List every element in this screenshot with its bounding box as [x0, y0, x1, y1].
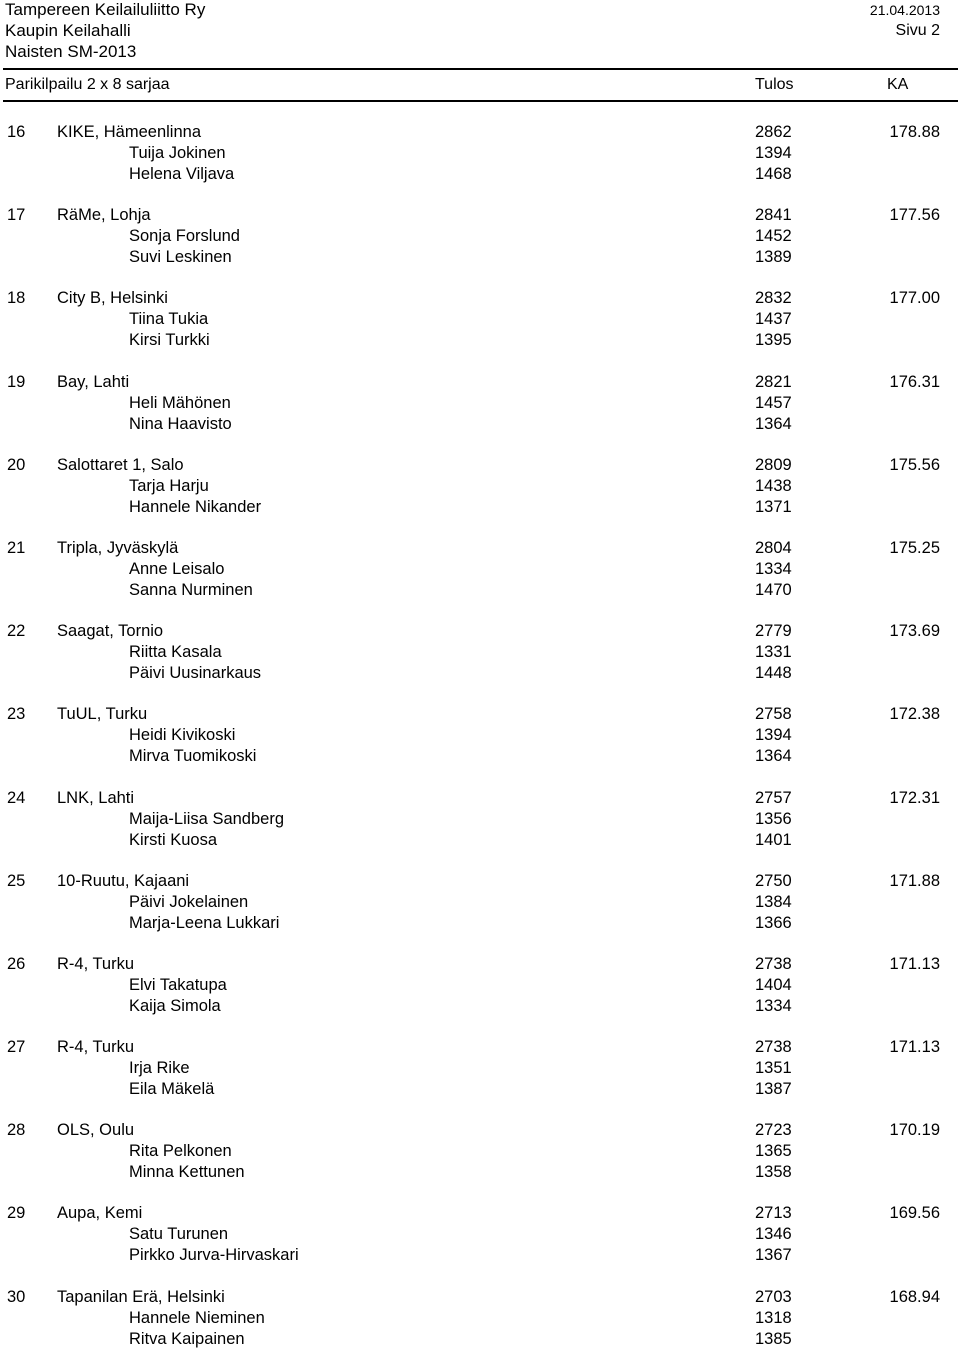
team-entry	[0, 871, 960, 954]
team-rank: 18	[7, 289, 26, 308]
team-name: Tripla, Jyväskylä	[57, 538, 179, 557]
player-name: Riitta Kasala	[129, 643, 222, 662]
player-score: 1334	[755, 559, 792, 578]
player-name: Helena Viljava	[129, 165, 235, 183]
team-entry	[0, 205, 960, 288]
player-name: Suvi Leskinen	[129, 248, 232, 267]
team-average: 175.25	[889, 538, 940, 557]
team-score: 2750	[755, 871, 792, 890]
team-row	[0, 788, 960, 809]
team-entry	[0, 788, 960, 871]
player-name: Mirva Tuomikoski	[129, 747, 257, 766]
team-rank: 25	[7, 871, 26, 890]
team-score: 2703	[755, 1287, 792, 1306]
player-score: 1437	[755, 310, 792, 329]
team-rank: 30	[7, 1287, 26, 1306]
player-name: Marja-Leena Lukkari	[129, 913, 280, 932]
team-score: 2757	[755, 788, 792, 807]
player-name: Sanna Nurminen	[129, 580, 253, 599]
player-name: Heidi Kivikoski	[129, 726, 236, 745]
team-name: OLS, Oulu	[57, 1121, 135, 1140]
player-row	[0, 1162, 960, 1183]
player-score: 1371	[755, 497, 792, 516]
player-row	[0, 580, 960, 601]
team-average: 177.56	[889, 206, 940, 225]
team-score: 2779	[755, 622, 792, 641]
team-average: 175.56	[889, 455, 940, 474]
team-name: Tapanilan Erä, Helsinki	[57, 1287, 225, 1306]
team-average: 169.56	[889, 1204, 940, 1223]
player-row	[0, 975, 960, 996]
player-score: 1318	[755, 1308, 792, 1327]
player-score: 1331	[755, 643, 792, 662]
team-rank: 20	[7, 455, 26, 474]
player-name: Irja Rike	[129, 1059, 190, 1078]
team-entry	[0, 455, 960, 538]
team-row	[0, 1203, 960, 1224]
player-name: Elvi Takatupa	[129, 975, 227, 994]
team-name: Bay, Lahti	[57, 372, 130, 391]
player-name: Tuija Jokinen	[129, 144, 226, 162]
team-average: 171.88	[889, 871, 940, 890]
results-list	[0, 122, 960, 1370]
player-row	[0, 1308, 960, 1329]
team-rank: 26	[7, 954, 26, 973]
player-score: 1334	[755, 996, 792, 1015]
player-name: Maija-Liisa Sandberg	[129, 809, 285, 828]
team-score: 2862	[755, 123, 792, 141]
team-name: RäMe, Lohja	[57, 206, 151, 225]
player-row	[0, 725, 960, 746]
player-score: 1366	[755, 913, 792, 932]
team-name: R-4, Turku	[57, 954, 135, 973]
team-row	[0, 704, 960, 725]
player-name: Eila Mäkelä	[129, 1080, 215, 1099]
player-row	[0, 330, 960, 351]
report-date: 21.04.2013	[869, 2, 940, 18]
team-entry	[0, 954, 960, 1037]
team-entry	[0, 538, 960, 621]
player-row	[0, 414, 960, 435]
team-entry	[0, 1120, 960, 1203]
player-score: 1468	[755, 165, 792, 183]
player-score: 1470	[755, 580, 792, 599]
player-row	[0, 1058, 960, 1079]
player-score: 1457	[755, 393, 792, 412]
team-score: 2723	[755, 1121, 792, 1140]
player-row	[0, 309, 960, 330]
team-rank: 16	[7, 123, 26, 141]
player-name: Kaija Simola	[129, 996, 221, 1015]
player-score: 1404	[755, 975, 792, 994]
team-rank: 22	[7, 622, 26, 641]
team-name: City B, Helsinki	[57, 289, 168, 308]
team-rank: 28	[7, 1121, 26, 1140]
team-average: 170.19	[889, 1121, 940, 1140]
team-score: 2738	[755, 1038, 792, 1057]
team-score: 2804	[755, 538, 792, 557]
player-name: Satu Turunen	[129, 1225, 229, 1244]
player-row	[0, 559, 960, 580]
player-row	[0, 164, 960, 185]
player-row	[0, 1329, 960, 1350]
player-score: 1385	[755, 1329, 792, 1348]
player-score: 1365	[755, 1142, 792, 1161]
player-score: 1395	[755, 331, 792, 350]
team-average: 171.13	[889, 954, 940, 973]
player-name: Päivi Uusinarkaus	[129, 664, 262, 683]
team-average: 168.94	[889, 1287, 940, 1306]
team-score: 2738	[755, 954, 792, 973]
player-row	[0, 1245, 960, 1266]
team-name: LNK, Lahti	[57, 788, 135, 807]
player-row	[0, 226, 960, 247]
team-rank: 27	[7, 1038, 26, 1057]
team-entry	[0, 621, 960, 704]
player-row	[0, 642, 960, 663]
venue-name: Kaupin Keilahalli	[5, 21, 131, 40]
team-rank: 23	[7, 705, 26, 724]
player-score: 1364	[755, 414, 792, 433]
player-score: 1358	[755, 1163, 792, 1182]
team-row	[0, 455, 960, 476]
organization-name: Tampereen Keilailuliitto Ry	[5, 0, 206, 19]
team-entry	[0, 122, 960, 205]
player-row	[0, 1079, 960, 1100]
player-score: 1389	[755, 248, 792, 267]
team-name: Aupa, Kemi	[57, 1204, 143, 1223]
team-row	[0, 1120, 960, 1141]
team-rank: 17	[7, 206, 26, 225]
team-row	[0, 205, 960, 226]
team-score: 2821	[755, 372, 792, 391]
player-name: Ritva Kaipainen	[129, 1329, 245, 1348]
player-name: Pirkko Jurva-Hirvaskari	[129, 1246, 299, 1265]
team-row	[0, 288, 960, 309]
page-number: Sivu 2	[895, 22, 940, 39]
team-row	[0, 1287, 960, 1308]
team-entry	[0, 704, 960, 787]
team-rank: 24	[7, 788, 26, 807]
player-row	[0, 996, 960, 1017]
player-row	[0, 497, 960, 518]
event-name: Naisten SM-2013	[5, 42, 137, 61]
team-rank: 21	[7, 538, 26, 557]
team-entry	[0, 288, 960, 371]
team-name: KIKE, Hämeenlinna	[57, 123, 201, 141]
player-row	[0, 143, 960, 164]
player-row	[0, 913, 960, 934]
player-row	[0, 476, 960, 497]
competition-title: Parikilpailu 2 x 8 sarjaa	[5, 76, 170, 93]
player-score: 1438	[755, 476, 792, 495]
player-score: 1356	[755, 809, 792, 828]
team-row	[0, 871, 960, 892]
team-score: 2758	[755, 705, 792, 724]
player-row	[0, 1224, 960, 1245]
player-score: 1351	[755, 1059, 792, 1078]
average-column-header: KA	[887, 76, 909, 93]
team-name: 10-Ruutu, Kajaani	[57, 871, 190, 890]
player-name: Päivi Jokelainen	[129, 892, 249, 911]
team-average: 177.00	[889, 289, 940, 308]
team-row	[0, 621, 960, 642]
team-name: Saagat, Tornio	[57, 622, 164, 641]
player-name: Tiina Tukia	[129, 310, 209, 329]
team-score: 2809	[755, 455, 792, 474]
team-average: 172.38	[889, 705, 940, 724]
team-average: 173.69	[889, 622, 940, 641]
team-average: 178.88	[889, 123, 940, 141]
player-name: Minna Kettunen	[129, 1163, 245, 1182]
player-row	[0, 830, 960, 851]
player-name: Kirsi Turkki	[129, 331, 210, 350]
team-name: TuUL, Turku	[57, 705, 148, 724]
player-row	[0, 809, 960, 830]
player-score: 1384	[755, 892, 792, 911]
team-name: R-4, Turku	[57, 1038, 135, 1057]
player-name: Anne Leisalo	[129, 559, 225, 578]
player-row	[0, 247, 960, 268]
team-rank: 19	[7, 372, 26, 391]
team-average: 172.31	[889, 788, 940, 807]
player-row	[0, 663, 960, 684]
player-row	[0, 393, 960, 414]
team-average: 176.31	[889, 372, 940, 391]
player-score: 1394	[755, 726, 792, 745]
player-row	[0, 1141, 960, 1162]
team-row	[0, 954, 960, 975]
player-score: 1346	[755, 1225, 792, 1244]
team-rank: 29	[7, 1204, 26, 1223]
team-score: 2832	[755, 289, 792, 308]
result-column-header: Tulos	[755, 76, 794, 93]
header-divider-top	[3, 68, 958, 70]
player-name: Hannele Nikander	[129, 497, 262, 516]
team-row	[0, 538, 960, 559]
player-name: Hannele Nieminen	[129, 1308, 265, 1327]
team-entry	[0, 1037, 960, 1120]
player-score: 1401	[755, 830, 792, 849]
player-row	[0, 892, 960, 913]
player-score: 1364	[755, 747, 792, 766]
team-score: 2713	[755, 1204, 792, 1223]
player-score: 1448	[755, 664, 792, 683]
team-entry	[0, 1287, 960, 1370]
team-row	[0, 372, 960, 393]
player-name: Rita Pelkonen	[129, 1142, 232, 1161]
player-score: 1452	[755, 227, 792, 246]
player-row	[0, 746, 960, 767]
team-name: Salottaret 1, Salo	[57, 455, 184, 474]
team-score: 2841	[755, 206, 792, 225]
player-name: Tarja Harju	[129, 476, 209, 495]
header-divider-bottom	[3, 100, 958, 102]
team-row	[0, 122, 960, 143]
player-name: Heli Mähönen	[129, 393, 231, 412]
team-entry	[0, 372, 960, 455]
player-score: 1367	[755, 1246, 792, 1265]
player-name: Kirsti Kuosa	[129, 830, 218, 849]
team-entry	[0, 1203, 960, 1286]
player-score: 1394	[755, 144, 792, 162]
player-score: 1387	[755, 1080, 792, 1099]
team-row	[0, 1037, 960, 1058]
player-name: Nina Haavisto	[129, 414, 232, 433]
player-name: Sonja Forslund	[129, 227, 240, 246]
team-average: 171.13	[889, 1038, 940, 1057]
